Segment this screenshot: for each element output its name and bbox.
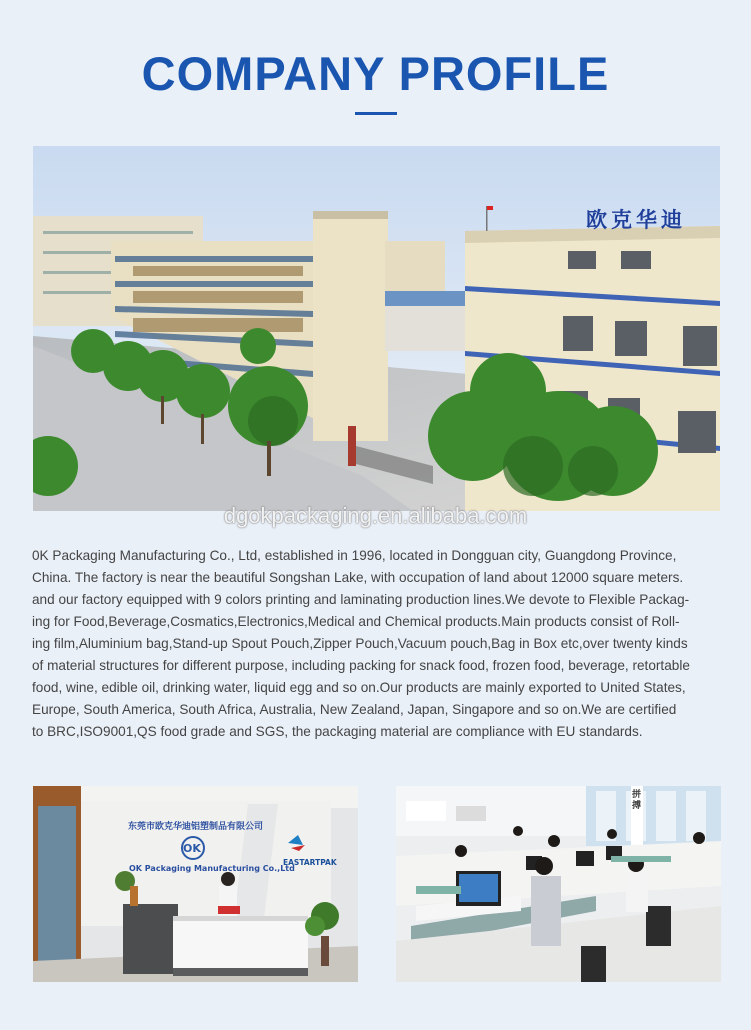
- description-line: of material structures for different purpose, including packing for snack food, frozen food, beverage, retortable: [32, 658, 690, 673]
- factory-photo: [33, 146, 720, 511]
- eastartpak-logo: EASTARTPAK: [283, 858, 337, 867]
- description-line: food, wine, edible oil, drinking water, liquid egg and so on.Our products are mainly exported to United States,: [32, 680, 686, 695]
- watermark: dgokpackaging.en.alibaba.com: [223, 503, 528, 528]
- office-calligraphy: 拼搏: [632, 790, 642, 811]
- reception-photo: [33, 786, 358, 982]
- reception-wall-english: OK Packaging Manufacturing Co.,Ltd: [129, 864, 295, 873]
- company-logo: OK: [183, 842, 201, 855]
- reception-illustration: [33, 786, 358, 982]
- company-description: [32, 545, 722, 743]
- description-line: 0K Packaging Manufacturing Co., Ltd, established in 1996, located in Dongguan city, Guangdong Province,: [32, 548, 677, 563]
- description-line: to BRC,ISO9001,QS food grade and SGS, the packaging material are compliance with EU standards.: [32, 724, 643, 739]
- description-line: and our factory equipped with 9 colors printing and laminating production lines.We devote to Flexible Packag-: [32, 592, 690, 607]
- factory-illustration: [33, 146, 720, 511]
- office-illustration: [396, 786, 721, 982]
- office-photo: [396, 786, 721, 982]
- building-sign: 欧克华迪: [586, 208, 686, 232]
- title-underline: [355, 112, 397, 115]
- description-line: China. The factory is near the beautiful Songshan Lake, with occupation of land about 12000 square meters.: [32, 570, 684, 585]
- description-line: Europe, South America, South Africa, Australia, New Zealand, Japan, Singapore and so on.We are certified: [32, 702, 677, 717]
- page-title: COMPANY PROFILE: [141, 47, 610, 100]
- reception-wall-chinese: 东莞市欧克华迪铝塑制品有限公司: [128, 822, 264, 832]
- description-line: ing for Food,Beverage,Cosmatics,Electronics,Medical and Chemical products.Main products consist of Roll-: [32, 614, 680, 629]
- description-line: ing film,Aluminium bag,Stand-up Spout Pouch,Zipper Pouch,Vacuum pouch,Bag in Box etc,over twenty kinds: [32, 636, 688, 651]
